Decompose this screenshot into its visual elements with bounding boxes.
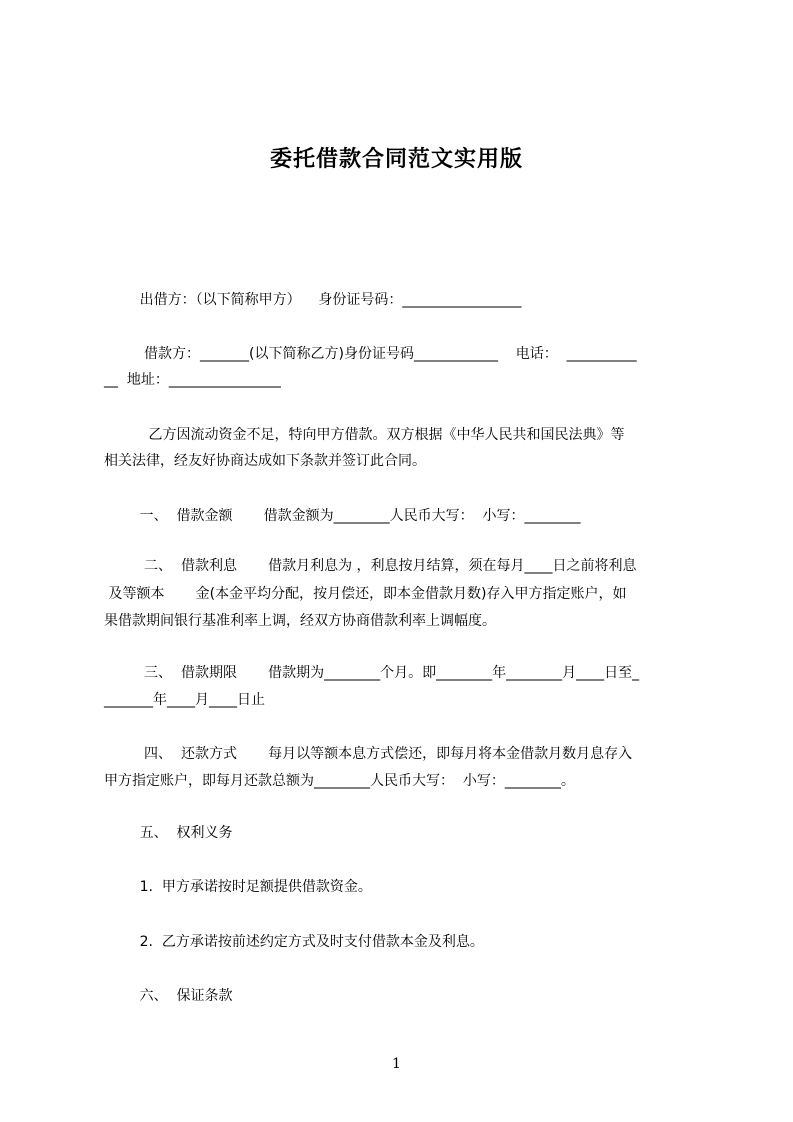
clause-1-amount: 一、 借款金额 借款金额为________人民币大写： 小写：________	[104, 508, 581, 524]
clause-3-term-line-2: _______年____月____日止	[104, 692, 265, 708]
clause-6-heading: 六、 保证条款	[104, 988, 233, 1004]
borrower-address-line: __ 地址：________________	[104, 372, 281, 388]
clause-5-heading: 五、 权利义务	[104, 825, 233, 841]
clause-2-interest-line-3: 果借款期间银行基准利率上调，经双方协商借款利率上调幅度。	[104, 613, 496, 629]
clause-3-term-line-1: 三、 借款期限 借款期为________个月。即________年________月____日至_	[104, 665, 640, 681]
clause-5-item-2: 2. 乙方承诺按前述约定方式及时支付借款本金及利息。	[104, 934, 484, 950]
page-number: 1	[392, 1056, 401, 1072]
preamble-line-1: 乙方因流动资金不足，特向甲方借款。双方根据《中华人民共和国民法典》等	[104, 427, 625, 443]
document-title: 委托借款合同范文实用版	[269, 147, 523, 172]
lender-line: 出借方：（以下简称甲方） 身份证号码：_________________	[104, 292, 522, 308]
clause-4-repayment-line-1: 四、 还款方式 每月以等额本息方式偿还，即每月将本金借款月数月息存入	[104, 746, 633, 762]
clause-2-interest-line-2: 及等额本 金(本金平均分配，按月偿还，即本金借款月数)存入甲方指定账户，如	[104, 586, 627, 602]
clause-5-item-1: 1. 甲方承诺按时足额提供借款资金。	[104, 879, 372, 895]
clause-2-interest-line-1: 二、 借款利息 借款月利息为 ，利息按月结算，须在每月____日之前将利息	[104, 558, 637, 574]
preamble-line-2: 相关法律，经友好协商达成如下条款并签订此合同。	[104, 453, 426, 469]
borrower-line: 借款方：_______(以下简称乙方)身份证号码____________ 电话： __________	[104, 346, 637, 362]
clause-4-repayment-line-2: 甲方指定账户，即每月还款总额为________人民币大写： 小写：________。	[104, 773, 575, 789]
